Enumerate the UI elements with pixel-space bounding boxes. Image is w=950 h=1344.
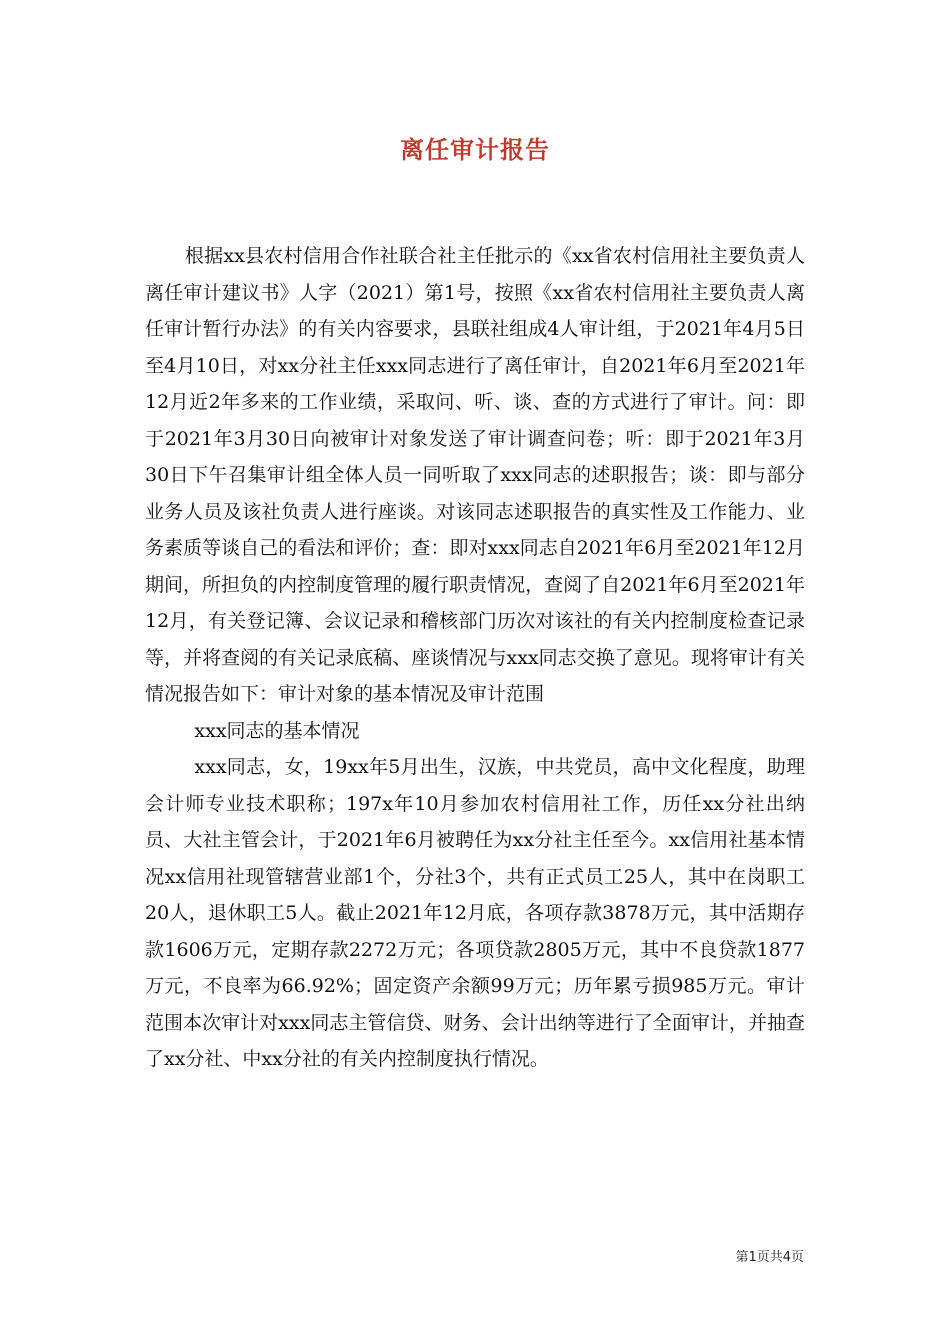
paragraph-details: xxx同志，女，19xx年5月出生，汉族，中共党员，高中文化程度，助理会计师专业技术职称；197x年10月参加农村信用社工作，历任xx分社出纳员、大社主管会计，于2021年6月被聘任为xx分社主任至今。xx信用社基本情况xx信用社现管辖营业部1个，分社3个，共有正式员工25人，其中在岗职工20人，退休职工5人。截止2021年12月底，各项存款3878万元，其中活期存款1606万元，定期存款2272万元；各项贷款2805万元，其中不良贷款1877万元，不良率为66.92%；固定资产余额99万元；历年累亏损985万元。审计范围本次审计对xxx同志主管信贷、财务、会计出纳等进行了全面审计，并抽查了xx分社、中xx分社的有关内控制度执行情况。 (145, 756, 805, 1070)
paragraph-intro: 根据xx县农村信用合作社联合社主任批示的《xx省农村信用社主要负责人离任审计建议书》人字（2021）第1号，按照《xx省农村信用社主要负责人离任审计暂行办法》的有关内容要求，县联社组成4人审计组，于2021年4月5日至4月10日，对xx分社主任xxx同志进行了离任审计，自2021年6月至2021年12月近2年多来的工作业绩，采取问、听、谈、查的方式进行了审计。问：即于2021年3月30日向被审计对象发送了审计调查问卷；听：即于2021年3月30日下午召集审计组全体人员一同听取了xxx同志的述职报告；谈：即与部分业务人员及该社负责人进行座谈。对该同志述职报告的真实性及工作能力、业务素质等谈自己的看法和评价；查：即对xxx同志自2021年6月至2021年12月期间，所担负的内控制度管理的履行职责情况，查阅了自2021年6月至2021年12月，有关登记簿、会议记录和稽核部门历次对该社的有关内控制度检查记录等，并将查阅的有关记录底稿、座谈情况与xxx同志交换了意见。现将审计有关情况报告如下：审计对象的基本情况及审计范围 (145, 245, 805, 705)
document-body (145, 238, 805, 1078)
document-title: 离任审计报告 (400, 136, 550, 164)
paragraph-subheading: xxx同志的基本情况 (194, 719, 360, 742)
page-number: 第1页共4页 (735, 1250, 804, 1265)
